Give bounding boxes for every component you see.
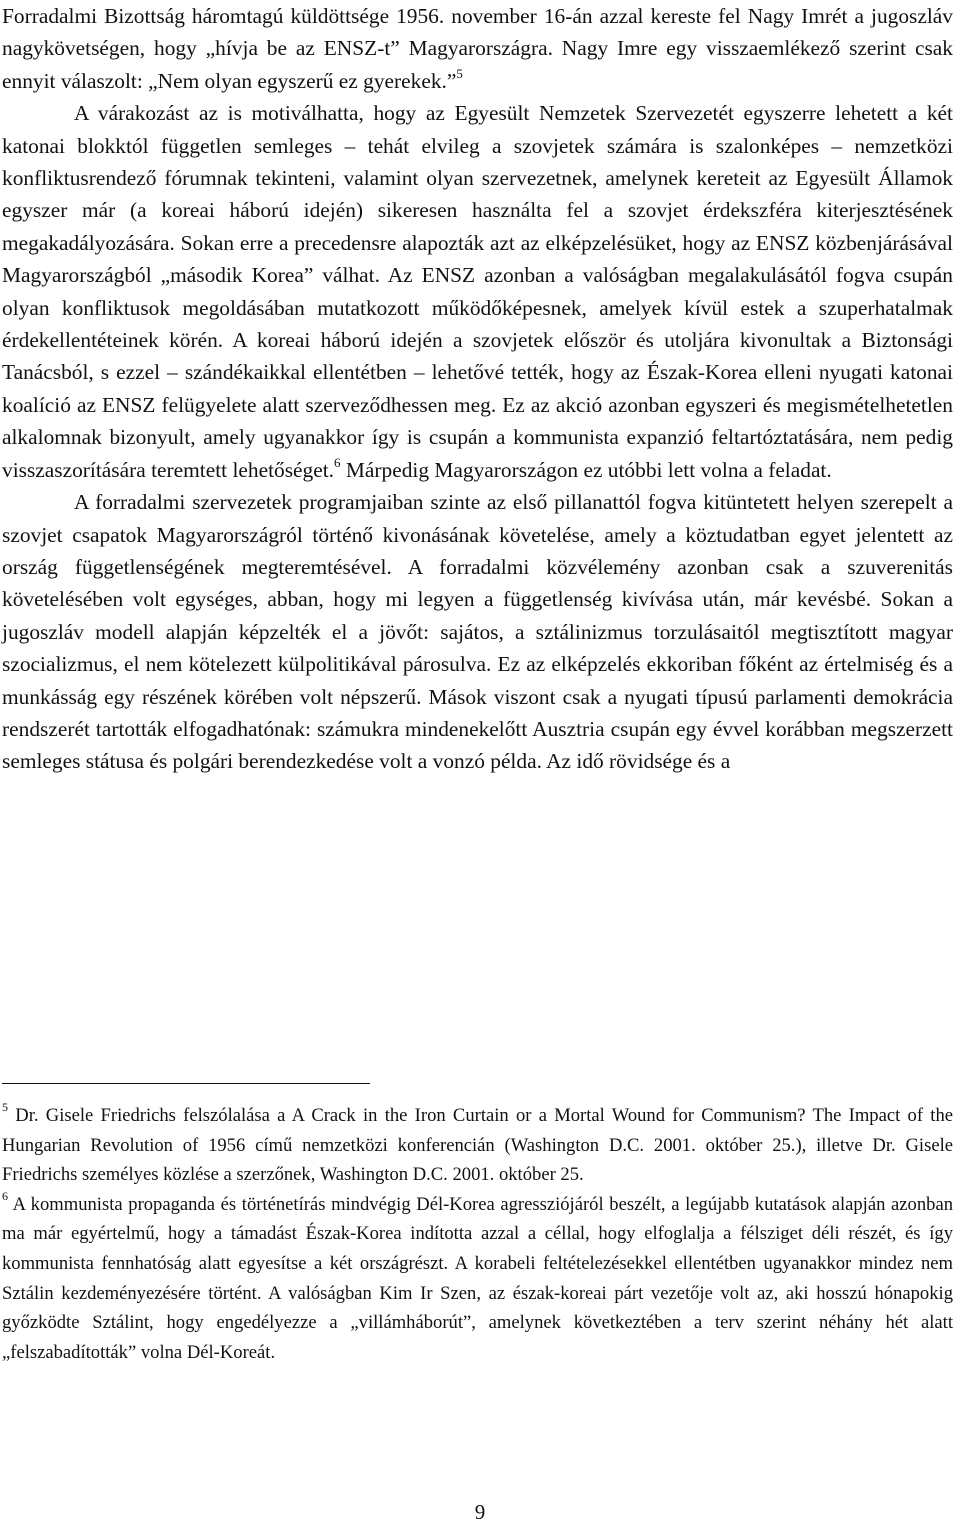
footnote-6-text: A kommunista propaganda és történetírás mindvégig Dél-Korea agressziójáról beszélt, a legújabb kutatások alapján azonban ma már egyértelmű, hogy a támadást Észak-Korea indította azzal a céllal, hogy elfoglalja a félsziget déli részét, és így kommunista fennhatóság alatt egyesítse a két országrészt. A korabeli feltételezésekkel ellentétben ugyanakkor mindez nem Sztálin kezdeményezésére történt. A valóságban Kim Ir Szen, az észak-koreai párt vezetője volt az, aki hosszú hónapokig győzködte Sztálint, hogy engedélyezze a „villámháborút”, amelynek következtében a terv szerint néhány hét alatt „felszabadították” volna Dél-Koreát.: [2, 1193, 953, 1363]
paragraph-1-text: Forradalmi Bizottság háromtagú küldöttsége 1956. november 16-án azzal kereste fel Nagy Imrét a jugoszláv nagykövetségen, hogy „hívja be az ENSZ-t” Magyarországra. Nagy Imre egy visszaemlékező szerint csak ennyit válaszolt: „Nem olyan egyszerű ez gyerekek.”: [2, 4, 953, 93]
footnote-6-number: 6: [2, 1188, 8, 1203]
footnote-5-text: Dr. Gisele Friedrichs felszólalása a A Crack in the Iron Curtain or a Mortal Wound for Communism? The Impact of the Hungarian Revolution of 1956 című nemzetközi konferencián (Washington D.C. 2001. október 25.), illetve Dr. Gisele Friedrichs személyes közlése a szerzőnek, Washington D.C. 2001. október 25.: [2, 1105, 953, 1186]
footnote-ref-5[interactable]: 5: [456, 65, 463, 81]
paragraph-2-text: A várakozást az is motiválhatta, hogy az Egyesült Nemzetek Szervezetét egyszerre lehetett a két katonai blokktól független semleges – tehát elvileg a szovjetek számára is szalonképes – nemzetközi konfliktusrendező fórumnak tekinteni, valamint olyan szervezetnek, amelynek kereteit az Egyesült Államok egyszer már (a koreai háború idején) sikeresen használta fel a szovjet érdekszféra kiterjesztésének megakadályozására. Sokan erre a precedensre alapozták azt az elképzelésüket, hogy az ENSZ közbenjárásával Magyarországból „második Korea” válhat. Az ENSZ azonban a valóságban megalakulásától fogva csupán olyan konfliktusok megoldásában mutatkozott működőképesnek, amelyek kívül estek a szuperhatalmak érdekellentéteinek körén. A koreai háború idején a szovjetek először és utoljára kivonultak a Biztonsági Tanácsból, s ezzel – szándékaikkal ellentétben – lehetővé tették, hogy az Észak-Korea elleni nyugati katonai koalíció az ENSZ felügyelete alatt szerveződhessen meg. Ez az akció azonban egyszeri és megismételhetetlen alkalomnak bizonyult, amely ugyanakkor így is csupán a kommunista expanzió feltartóztatására, nem pedig visszaszorítására teremtett lehetőséget.: [2, 101, 953, 482]
footnotes: [2, 1101, 953, 1367]
paragraph-2: [2, 97, 953, 486]
paragraph-2-text-end: Márpedig Magyarországon ez utóbbi lett volna a feladat.: [340, 457, 832, 482]
footnote-5-number: 5: [2, 1099, 8, 1114]
footnote-6: [2, 1190, 953, 1368]
body-text: [2, 0, 953, 778]
paragraph-1: [2, 0, 953, 97]
page-number: 9: [474, 1500, 486, 1524]
footnote-5: [2, 1101, 953, 1190]
footnote-separator: [2, 1083, 370, 1084]
footnote-ref-6[interactable]: 6: [334, 454, 341, 470]
paragraph-3: A forradalmi szervezetek programjaiban szinte az első pillanattól fogva kitüntetett helyen szerepelt a szovjet csapatok Magyarországról történő kivonásának követelése, amely a köztudatban egyet jelentett az ország függetlenségének megteremtésével. A forradalmi közvélemény azonban csak a szuverenitás követelésében volt egységes, abban, hogy mi legyen a függetlenség kivívása után, már kevésbé. Sokan a jugoszláv modell alapján képzelték el a jövőt: sajátos, a sztálinizmus torzulásaitól megtisztított magyar szocializmus, el nem kötelezett külpolitikával párosulva. Ez az elképzelés ekkoriban főként az értelmiség és a munkásság egy részének körében volt népszerű. Mások viszont csak a nyugati típusú parlamenti demokrácia rendszerét tartották elfogadhatónak: számukra mindenekelőtt Ausztria csupán egy évvel korábban megszerzett semleges státusa és polgári berendezkedése volt a vonzó példa. Az idő rövidsége és a: [2, 490, 953, 774]
